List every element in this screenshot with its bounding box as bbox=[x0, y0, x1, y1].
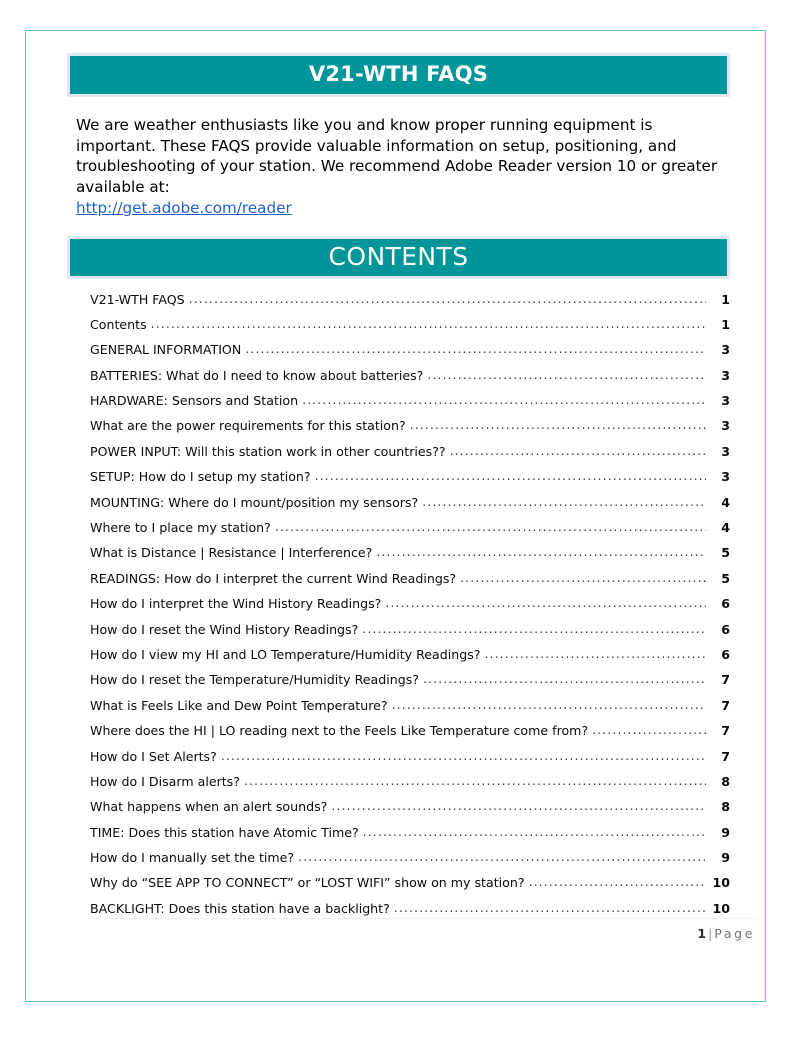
page-footer bbox=[92, 918, 755, 941]
toc-dot-leader bbox=[151, 316, 706, 328]
contents-banner bbox=[67, 236, 730, 279]
toc-entry-page-number: 4 bbox=[721, 494, 730, 510]
toc-entry-page-number: 6 bbox=[721, 646, 730, 662]
toc-entry-label: How do I view my HI and LO Temperature/Humidity Readings? bbox=[90, 646, 481, 662]
toc-entry-page-number: 8 bbox=[721, 799, 730, 815]
toc-dot-leader bbox=[275, 519, 706, 531]
toc-entry[interactable] bbox=[90, 571, 730, 596]
toc-entry-page-number: 6 bbox=[721, 621, 730, 637]
toc-entry-page-number: 9 bbox=[721, 850, 730, 866]
toc-dot-leader bbox=[410, 417, 706, 429]
toc-entry[interactable] bbox=[90, 292, 730, 317]
toc-dot-leader bbox=[221, 748, 706, 760]
toc-entry-label: Contents bbox=[90, 316, 147, 332]
toc-entry-page-number: 8 bbox=[721, 773, 730, 789]
toc-dot-leader bbox=[331, 798, 706, 810]
toc-entry-page-number: 7 bbox=[721, 723, 730, 739]
toc-entry-label: POWER INPUT: Will this station work in other countries?? bbox=[90, 443, 446, 459]
toc-dot-leader bbox=[394, 900, 706, 912]
toc-dot-leader bbox=[450, 443, 706, 455]
intro-text: We are weather enthusiasts like you and know proper running equipment is important. These FAQS provide valuable information on setup, positioning, and troubleshooting of your station. We recommend Adobe Reader version 10 or greater available at: bbox=[76, 116, 718, 196]
toc-dot-leader bbox=[385, 595, 706, 607]
toc-entry[interactable] bbox=[90, 393, 730, 418]
toc-dot-leader bbox=[315, 468, 706, 480]
toc-entry[interactable] bbox=[90, 317, 730, 342]
toc-entry[interactable] bbox=[90, 850, 730, 875]
toc-entry[interactable] bbox=[90, 368, 730, 393]
toc-entry-label: How do I interpret the Wind History Readings? bbox=[90, 596, 382, 612]
intro-paragraph bbox=[76, 115, 724, 219]
toc-dot-leader bbox=[529, 874, 706, 886]
toc-entry-page-number: 9 bbox=[721, 824, 730, 840]
toc-entry-page-number: 5 bbox=[721, 570, 730, 586]
toc-entry-page-number: 7 bbox=[721, 697, 730, 713]
toc-dot-leader bbox=[484, 646, 706, 658]
toc-entry[interactable] bbox=[90, 469, 730, 494]
toc-entry-label: Why do “SEE APP TO CONNECT” or “LOST WIFI” show on my station? bbox=[90, 875, 525, 891]
toc-entry[interactable] bbox=[90, 698, 730, 723]
toc-entry-page-number: 3 bbox=[721, 342, 730, 358]
toc-entry[interactable] bbox=[90, 799, 730, 824]
toc-entry[interactable] bbox=[90, 774, 730, 799]
toc-entry-label: SETUP: How do I setup my station? bbox=[90, 469, 311, 485]
toc-dot-leader bbox=[392, 697, 706, 709]
toc-entry[interactable] bbox=[90, 825, 730, 850]
toc-entry-label: GENERAL INFORMATION bbox=[90, 342, 242, 358]
adobe-reader-link[interactable]: http://get.adobe.com/reader bbox=[76, 199, 292, 217]
document-title: V21-WTH FAQS bbox=[70, 56, 727, 94]
toc-dot-leader bbox=[244, 773, 706, 785]
toc-entry-page-number: 3 bbox=[721, 393, 730, 409]
toc-entry[interactable] bbox=[90, 749, 730, 774]
toc-entry[interactable] bbox=[90, 520, 730, 545]
toc-entry-page-number: 3 bbox=[721, 443, 730, 459]
footer-divider bbox=[92, 918, 755, 919]
footer-separator: | bbox=[708, 926, 713, 941]
footer-page-word: Page bbox=[714, 926, 755, 941]
toc-entry-label: TIME: Does this station have Atomic Time? bbox=[90, 824, 359, 840]
document-page bbox=[25, 30, 766, 1002]
toc-dot-leader bbox=[363, 824, 706, 836]
toc-entry[interactable] bbox=[90, 596, 730, 621]
toc-entry-page-number: 3 bbox=[721, 367, 730, 383]
toc-entry[interactable] bbox=[90, 418, 730, 443]
toc-entry-label: How do I manually set the time? bbox=[90, 850, 295, 866]
toc-entry-label: MOUNTING: Where do I mount/position my sensors? bbox=[90, 494, 419, 510]
toc-entry-label: How do I Set Alerts? bbox=[90, 748, 217, 764]
toc-entry[interactable] bbox=[90, 647, 730, 672]
toc-entry-label: How do I reset the Temperature/Humidity Readings? bbox=[90, 672, 419, 688]
toc-dot-leader bbox=[423, 671, 706, 683]
toc-entry-label: HARDWARE: Sensors and Station bbox=[90, 393, 299, 409]
toc-dot-leader bbox=[245, 341, 706, 353]
toc-dot-leader bbox=[592, 722, 706, 734]
footer-page-label bbox=[92, 926, 755, 941]
toc-entry-label: How do I reset the Wind History Readings? bbox=[90, 621, 359, 637]
toc-entry[interactable] bbox=[90, 545, 730, 570]
footer-page-number: 1 bbox=[697, 926, 707, 941]
title-banner bbox=[67, 53, 730, 97]
toc-entry-label: BATTERIES: What do I need to know about batteries? bbox=[90, 367, 424, 383]
toc-entry-page-number: 10 bbox=[712, 875, 730, 891]
toc-entry[interactable] bbox=[90, 495, 730, 520]
toc-dot-leader bbox=[302, 392, 706, 404]
toc-entry-label: What happens when an alert sounds? bbox=[90, 799, 328, 815]
toc-entry-page-number: 1 bbox=[721, 316, 730, 332]
toc-entry[interactable] bbox=[90, 622, 730, 647]
contents-heading: CONTENTS bbox=[70, 239, 727, 276]
toc-entry-page-number: 5 bbox=[721, 545, 730, 561]
toc-entry-page-number: 6 bbox=[721, 596, 730, 612]
toc-entry-label: What is Feels Like and Dew Point Temperature? bbox=[90, 697, 388, 713]
toc-entry[interactable] bbox=[90, 875, 730, 900]
toc-entry-label: V21-WTH FAQS bbox=[90, 291, 185, 307]
toc-entry-label: What are the power requirements for this station? bbox=[90, 418, 406, 434]
toc-entry-label: How do I Disarm alerts? bbox=[90, 773, 240, 789]
toc-dot-leader bbox=[460, 570, 706, 582]
toc-dot-leader bbox=[298, 849, 706, 861]
table-of-contents bbox=[67, 292, 730, 927]
toc-entry[interactable] bbox=[90, 672, 730, 697]
toc-entry-page-number: 10 bbox=[712, 900, 730, 916]
toc-entry-page-number: 7 bbox=[721, 672, 730, 688]
toc-entry-label: BACKLIGHT: Does this station have a backlight? bbox=[90, 900, 390, 916]
toc-dot-leader bbox=[376, 544, 706, 556]
toc-dot-leader bbox=[422, 494, 706, 506]
toc-entry-label: What is Distance | Resistance | Interference? bbox=[90, 545, 373, 561]
toc-entry-page-number: 4 bbox=[721, 520, 730, 536]
toc-dot-leader bbox=[189, 291, 706, 303]
toc-entry-label: Where to I place my station? bbox=[90, 520, 271, 536]
toc-entry[interactable] bbox=[90, 342, 730, 367]
toc-entry[interactable] bbox=[90, 723, 730, 748]
page-content bbox=[67, 53, 730, 926]
toc-entry-label: Where does the HI | LO reading next to the Feels Like Temperature come from? bbox=[90, 723, 589, 739]
toc-dot-leader bbox=[427, 367, 706, 379]
toc-entry-page-number: 7 bbox=[721, 748, 730, 764]
toc-entry[interactable] bbox=[90, 444, 730, 469]
toc-entry-label: READINGS: How do I interpret the current Wind Readings? bbox=[90, 570, 457, 586]
toc-dot-leader bbox=[362, 621, 706, 633]
toc-entry-page-number: 3 bbox=[721, 469, 730, 485]
toc-entry-page-number: 1 bbox=[721, 291, 730, 307]
toc-entry-page-number: 3 bbox=[721, 418, 730, 434]
